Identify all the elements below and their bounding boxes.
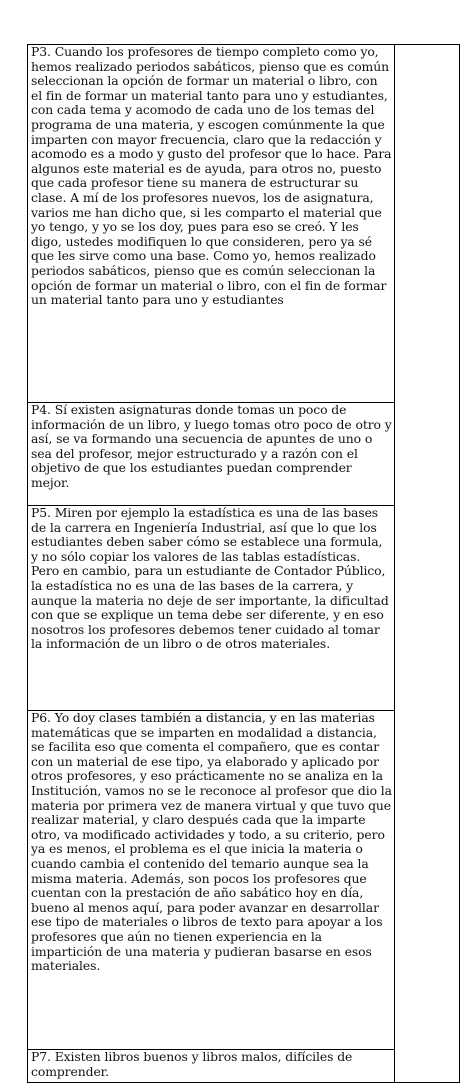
response-cell-p4	[28, 403, 395, 506]
response-text-p4: P4. Sí existen asignaturas donde tomas un poco de información de un libro, y luego tomas otro poco de otro y así, se va formando una secuencia de apuntes de uno o sea del profesor, mejor estructurado y a razón con el objetivo de que los estudiantes puedan comprender mejor.	[31, 402, 392, 490]
response-cell-p5	[28, 506, 395, 711]
response-cell-p7	[28, 1050, 395, 1083]
response-text-p7: P7. Existen libros buenos y libros malos, difíciles de comprender.	[31, 1049, 353, 1079]
transcript-table	[27, 44, 460, 1083]
response-cell-p3	[28, 45, 395, 403]
empty-column-cell	[395, 45, 460, 1083]
response-text-p3: P3. Cuando los profesores de tiempo completo como yo, hemos realizado periodos sabáticos, pienso que es común seleccionan la opción de formar un material o libro, con el fin de formar un material tanto para uno y estudiantes, con cada tema y acomodo de cada uno de los temas del programa de una materia, y escogen comúnmente la que imparten con mayor frecuencia, claro que la redacción y acomodo es a modo y gusto del profesor que lo hace. Para algunos este material es de ayuda, para otros no, puesto que cada profesor tiene su manera de estructurar su clase. A mí de los profesores nuevos, los de asignatura, varios me han dicho que, si les comparto el material que yo tengo, y yo se los doy, pues para eso se creó. Y les digo, ustedes modifiquen lo que consideren, pero ya sé que les sirve como una base. Como yo, hemos realizado periodos sabáticos, pienso que es común seleccionan la opción de formar un material o libro, con el fin de formar un material tanto para uno y estudiantes	[31, 44, 392, 308]
response-text-p6: P6. Yo doy clases también a distancia, y en las materias matemáticas que se imparten en modalidad a distancia, se facilita eso que comenta el compañero, que es contar con un material de ese tipo, ya elaborado y aplicado por otros profesores, y eso prácticamente no se analiza en la Institución, vamos no se le reconoce al profesor que dio la materia por primera vez de manera virtual y que tuvo que realizar material, y claro después cada que la imparte otro, va modificado actividades y todo, a su criterio, pero ya es menos, el problema es el que inicia la materia o cuando cambia el contenido del temario aunque sea la misma materia. Además, son pocos los profesores que cuentan con la prestación de año sabático hoy en día, bueno al menos aquí, para poder avanzar en desarrollar ese tipo de materiales o libros de texto para apoyar a los profesores que aún no tienen experiencia en la impartición de una materia y pudieran basarse en esos materiales.	[31, 710, 392, 974]
response-cell-p6	[28, 711, 395, 1050]
response-text-p5: P5. Miren por ejemplo la estadística es una de las bases de la carrera en Ingeniería Industrial, así que lo que los estudiantes deben saber cómo se establece una formula, y no sólo copiar los valores de las tablas estadísticas. Pero en cambio, para un estudiante de Contador Público, la estadística no es una de las bases de la carrera, y aunque la materia no deje de ser importante, la dificultad con que se explique un tema debe ser diferente, y en eso nosotros los profesores debemos tener cuidado al tomar la información de un libro o de otros materiales.	[31, 505, 389, 652]
table-row	[28, 45, 460, 403]
